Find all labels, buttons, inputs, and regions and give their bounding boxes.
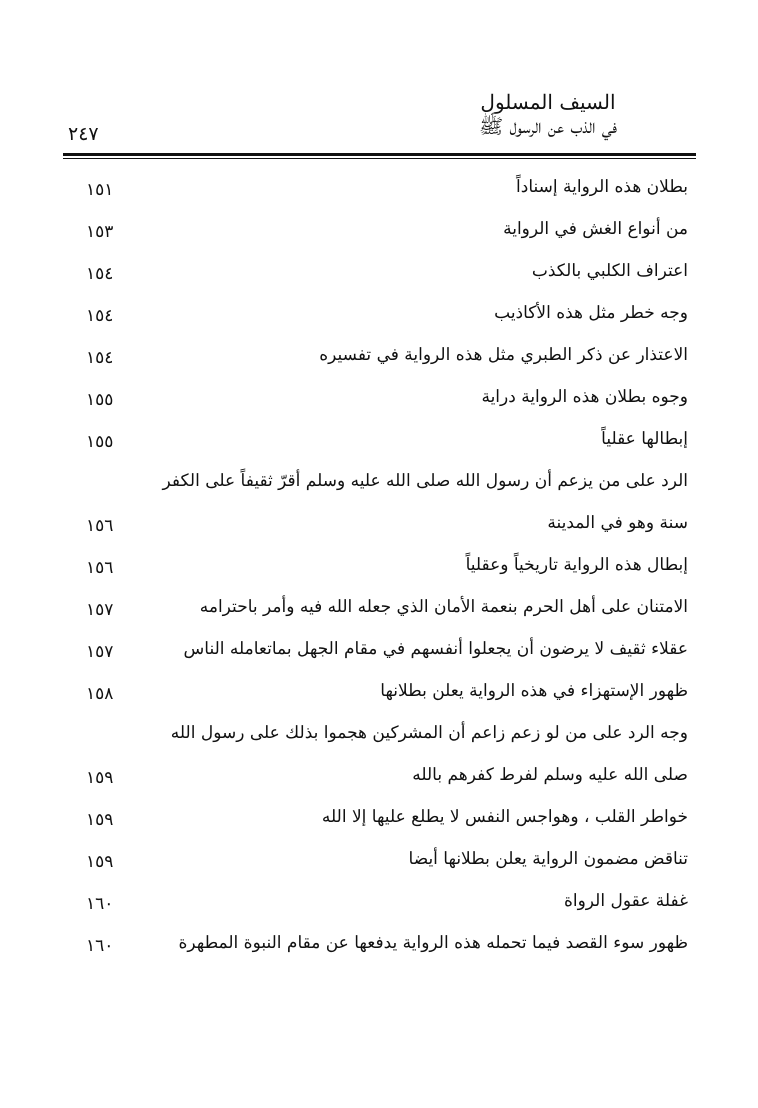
toc-entry-title: غفلة عقول الرواة: [563, 891, 688, 911]
toc-entry-page: ١٥٧: [86, 642, 114, 662]
toc-entry: [0, 170, 758, 212]
toc-entry-title: صلى الله عليه وسلم لفرط كفرهم بالله: [412, 765, 688, 785]
toc-entry-page: ١٥٦: [86, 558, 114, 578]
toc-entry-title: تناقض مضمون الرواية يعلن بطلانها أيضا: [408, 849, 688, 869]
toc-entry: [0, 506, 758, 548]
toc-entry-page: ١٥٧: [86, 600, 114, 620]
toc-entry: [0, 338, 758, 380]
toc-entry-title: إبطال هذه الرواية تاريخياً وعقلياً: [465, 555, 688, 575]
toc-entry-page: ١٦٠: [86, 936, 114, 956]
running-title: [398, 90, 698, 138]
toc-entry: [0, 548, 758, 590]
toc-entry: [0, 590, 758, 632]
toc-entry-title: إبطالها عقلياً: [601, 429, 688, 449]
toc-entry-page: ١٥١: [86, 180, 114, 200]
toc-entry: [0, 884, 758, 926]
toc-entry-title: الاعتذار عن ذكر الطبري مثل هذه الرواية في تفسيره: [319, 345, 688, 365]
toc-entry-title: وجوه بطلان هذه الرواية دراية: [481, 387, 688, 407]
toc-entry-title: بطلان هذه الرواية إسناداً: [516, 177, 688, 197]
header-rule-thick: [63, 153, 696, 156]
toc-entry: [0, 926, 758, 968]
toc-entry-page: ١٥٩: [86, 768, 114, 788]
header-rule-thin: [63, 158, 696, 159]
toc-entry-title: من أنواع الغش في الرواية: [503, 219, 688, 239]
toc-entry-page: ١٥٤: [86, 348, 114, 368]
toc-entry: [0, 254, 758, 296]
toc-entry: [0, 380, 758, 422]
toc-entry-title: وجه خطر مثل هذه الأكاذيب: [494, 303, 688, 323]
toc-entry-page: ١٥٥: [86, 390, 114, 410]
toc-entry: [0, 716, 758, 758]
toc-entry: [0, 464, 758, 506]
running-title-line-1: السيف المسلول: [480, 90, 616, 114]
toc-entry: [0, 212, 758, 254]
running-title-line-2: في الذب عن الرسول ﷺ: [479, 114, 617, 138]
toc-entry-page: ١٥٤: [86, 306, 114, 326]
toc-entry-page: ١٥٩: [86, 810, 114, 830]
toc-entry-title: الامتنان على أهل الحرم بنعمة الأمان الذي جعله الله فيه وأمر باحترامه: [199, 597, 688, 617]
toc-entry-title: عقلاء ثقيف لا يرضون أن يجعلوا أنفسهم في مقام الجهل بماتعامله الناس: [183, 639, 688, 659]
toc-entry-title: ظهور الإستهزاء في هذه الرواية يعلن بطلانها: [380, 681, 688, 701]
toc-entry-page: ١٥٥: [86, 432, 114, 452]
toc-entry-page: ١٦٠: [86, 894, 114, 914]
toc-entry: [0, 842, 758, 884]
page-number: ٢٤٧: [68, 123, 99, 145]
toc-entry-title: وجه الرد على من لو زعم زاعم أن المشركين هجموا بذلك على رسول الله: [170, 723, 688, 743]
toc-entry: [0, 758, 758, 800]
toc-entry-title: خواطر القلب ، وهواجس النفس لا يطلع عليها إلا الله: [321, 807, 688, 827]
toc-entry: [0, 632, 758, 674]
toc-entry: [0, 674, 758, 716]
toc-entry-page: ١٥٣: [86, 222, 114, 242]
toc-entry-title: الرد على من يزعم أن رسول الله صلى الله عليه وسلم أقرّ ثقيفاً على الكفر: [162, 471, 688, 491]
table-of-contents: [0, 170, 758, 968]
toc-entry: [0, 800, 758, 842]
toc-entry: [0, 296, 758, 338]
toc-entry-page: ١٥٦: [86, 516, 114, 536]
toc-entry-title: اعتراف الكلبي بالكذب: [531, 261, 688, 281]
toc-entry-page: ١٥٨: [86, 684, 114, 704]
toc-entry-title: سنة وهو في المدينة: [547, 513, 688, 533]
toc-entry-title: ظهور سوء القصد فيما تحمله هذه الرواية يدفعها عن مقام النبوة المطهرة: [178, 933, 688, 953]
toc-entry-page: ١٥٩: [86, 852, 114, 872]
toc-entry: [0, 422, 758, 464]
toc-entry-page: ١٥٤: [86, 264, 114, 284]
